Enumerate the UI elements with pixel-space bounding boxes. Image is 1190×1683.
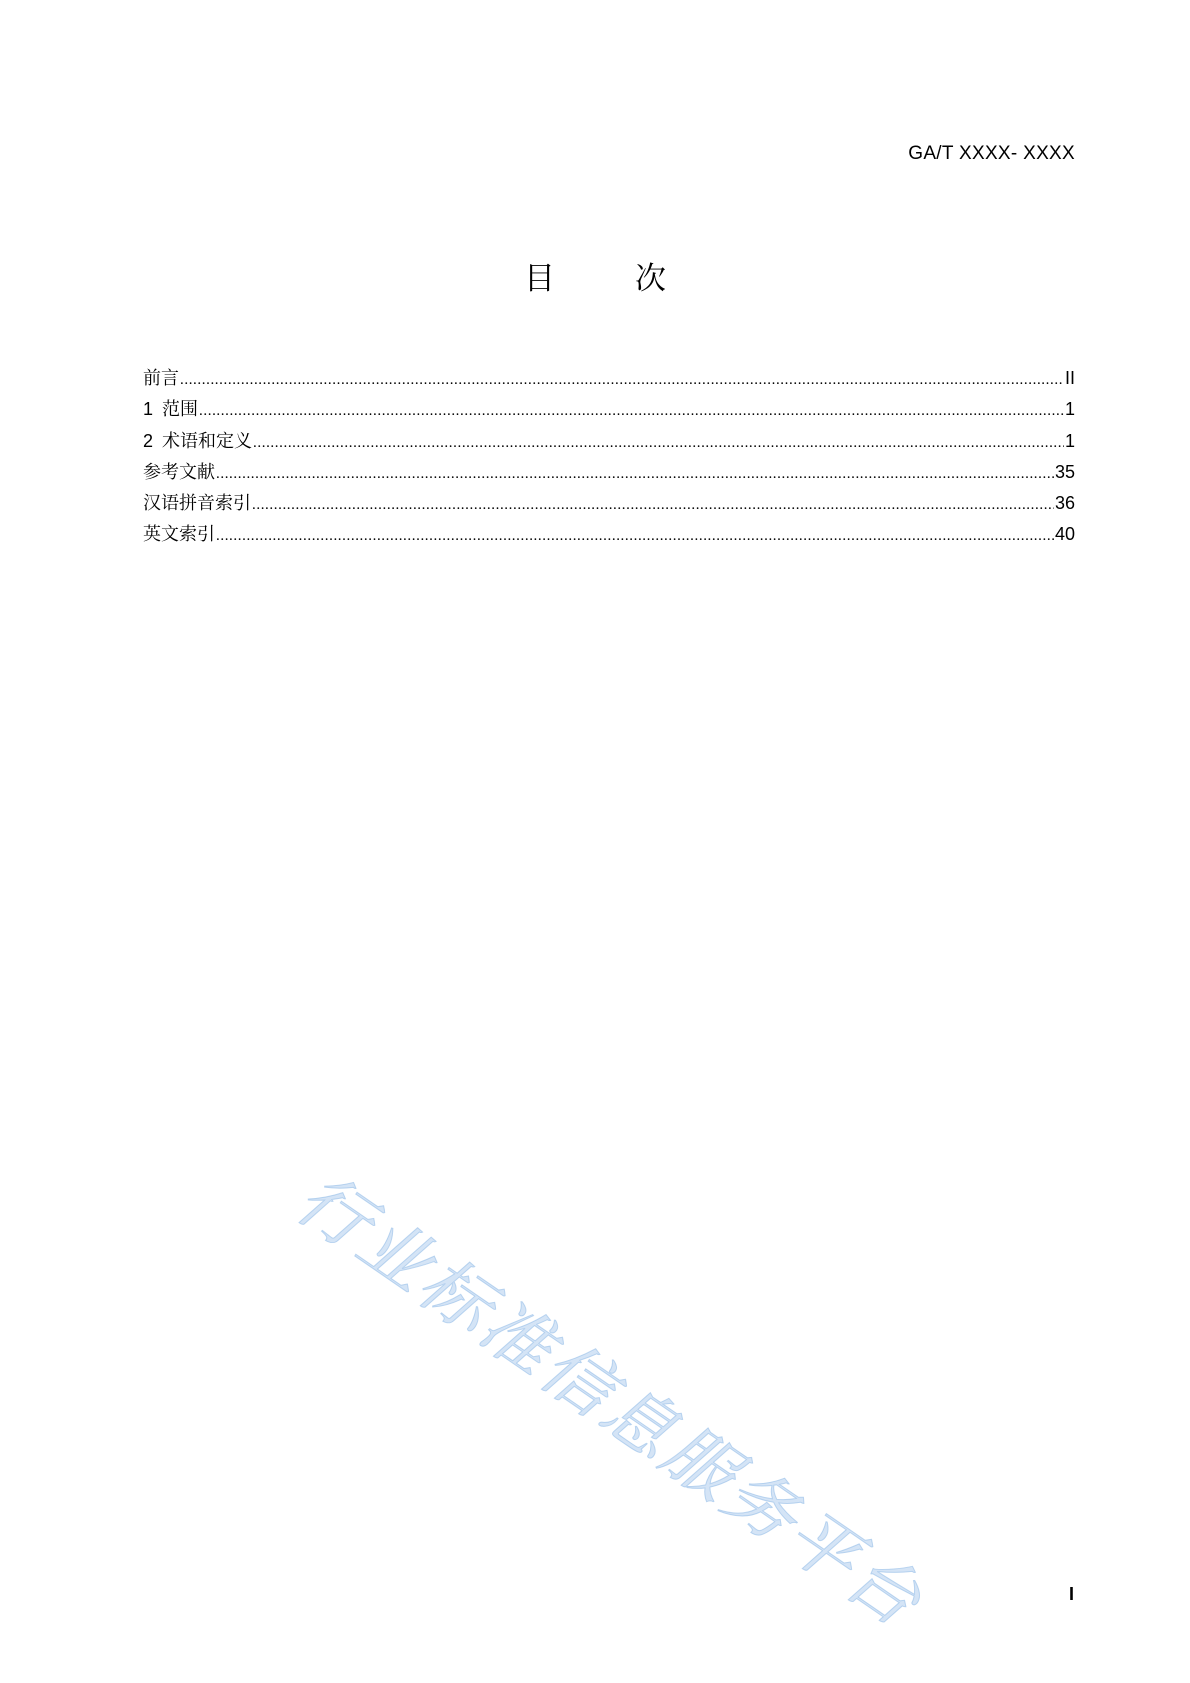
toc-entry-page: 35 bbox=[1054, 461, 1075, 482]
dot-leader bbox=[252, 490, 1054, 521]
document-code: GA/T XXXX- XXXX bbox=[908, 143, 1075, 164]
toc-entry-page: 1 bbox=[1064, 399, 1075, 420]
dot-leader bbox=[180, 365, 1064, 396]
toc-entry-label: 汉语拼音索引 bbox=[143, 493, 251, 515]
toc-entry-foreword[interactable] bbox=[143, 363, 1075, 394]
toc-entry-scope[interactable] bbox=[143, 394, 1075, 425]
toc-entry-label: 前言 bbox=[143, 368, 179, 389]
toc-entry-page: II bbox=[1064, 368, 1075, 388]
toc-title-char-1: 目 bbox=[524, 261, 555, 297]
toc-entry-label: 术语和定义 bbox=[162, 430, 253, 452]
table-of-contents bbox=[143, 363, 1075, 551]
dot-leader bbox=[216, 459, 1054, 490]
toc-entry-label: 参考文献 bbox=[143, 461, 215, 483]
toc-entry-page: 1 bbox=[1064, 430, 1075, 451]
toc-entry-label: 英文索引 bbox=[143, 524, 215, 546]
toc-entry-number: 1 bbox=[143, 399, 154, 420]
toc-entry-pinyin-index[interactable] bbox=[143, 488, 1075, 519]
page-number: I bbox=[1068, 1584, 1074, 1604]
toc-entry-terms-definitions[interactable] bbox=[143, 426, 1075, 457]
watermark: 行业标准信息服务平台 bbox=[282, 1157, 939, 1645]
toc-entry-number: 2 bbox=[143, 430, 154, 451]
dot-leader bbox=[216, 521, 1054, 552]
toc-entry-english-index[interactable] bbox=[143, 519, 1075, 550]
toc-title bbox=[0, 253, 1190, 298]
toc-entry-bibliography[interactable] bbox=[143, 457, 1075, 488]
dot-leader bbox=[253, 428, 1064, 459]
toc-title-char-2: 次 bbox=[635, 261, 666, 297]
dot-leader bbox=[199, 396, 1064, 427]
toc-entry-label: 范围 bbox=[162, 399, 199, 421]
toc-entry-page: 36 bbox=[1054, 493, 1075, 514]
toc-entry-page: 40 bbox=[1054, 524, 1075, 545]
